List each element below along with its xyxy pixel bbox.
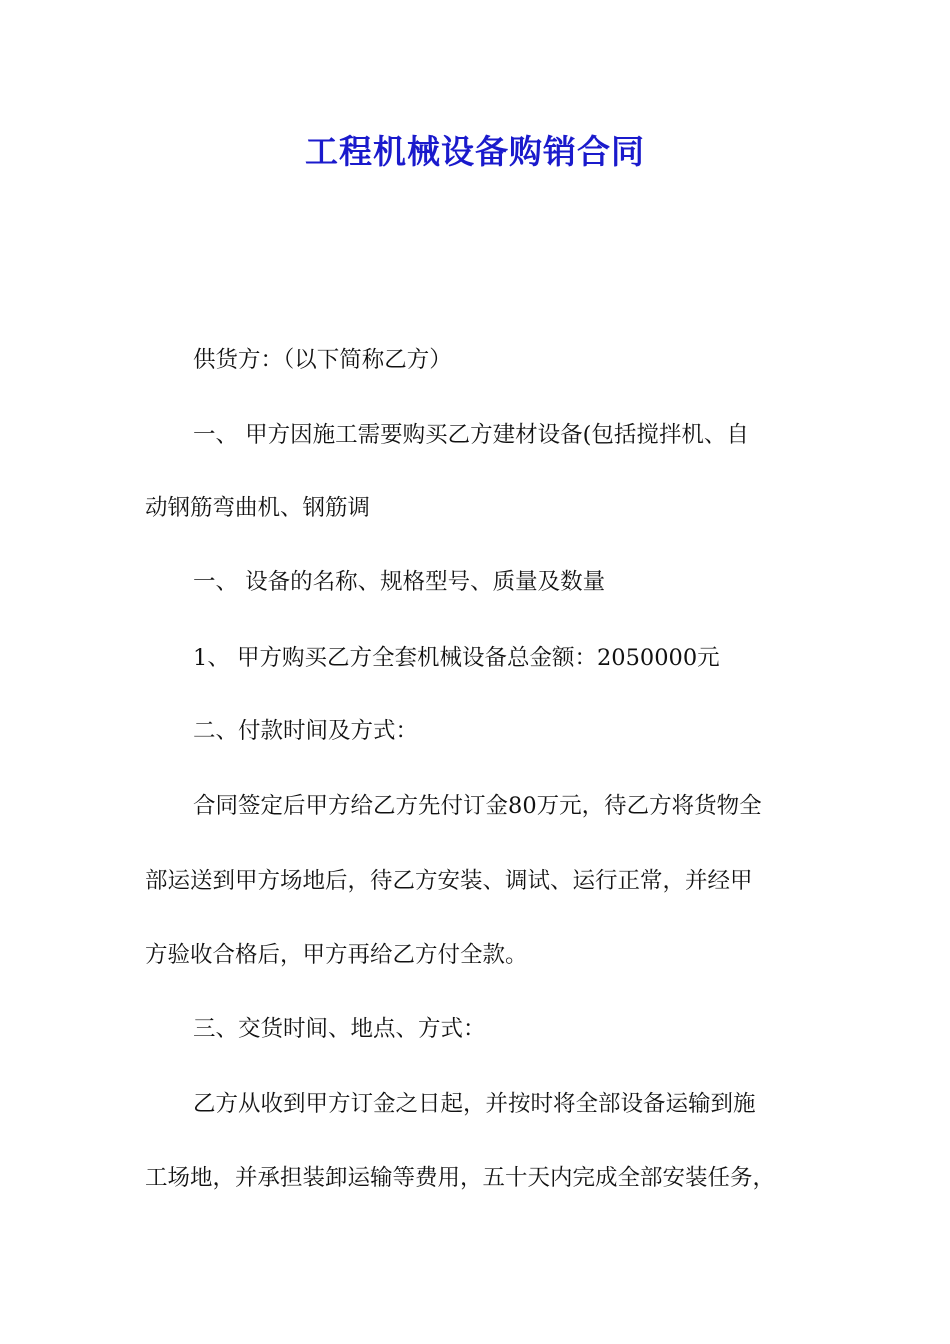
delivery-text-line-2: 工场地，并承担装卸运输等费用，五十天内完成全部安装任务， bbox=[145, 1165, 776, 1191]
payment-text-line-2: 部运送到甲方场地后，待乙方安装、调试、运行正常，并经甲 bbox=[145, 868, 753, 894]
payment-text-line-1: 合同签定后甲方给乙方先付订金80万元，待乙方将货物全 bbox=[193, 793, 762, 819]
supplier-line: 供货方：（以下简称乙方） bbox=[193, 347, 452, 373]
clause-purpose-line-2: 动钢筋弯曲机、钢筋调 bbox=[145, 495, 371, 521]
delivery-heading: 三、交货时间、地点、方式： bbox=[193, 1016, 486, 1042]
delivery-text-line-1: 乙方从收到甲方订金之日起，并按时将全部设备运输到施 bbox=[193, 1091, 756, 1117]
clause-total-amount: 1、 甲方购买乙方全套机械设备总金额：2050000元 bbox=[193, 645, 720, 671]
payment-text-line-3: 方验收合格后，甲方再给乙方付全款。 bbox=[145, 942, 528, 968]
clause-equipment-heading: 一、 设备的名称、规格型号、质量及数量 bbox=[193, 569, 606, 595]
document-title: 工程机械设备购销合同 bbox=[305, 132, 645, 171]
payment-heading: 二、付款时间及方式： bbox=[193, 718, 419, 744]
clause-purpose-line-1: 一、 甲方因施工需要购买乙方建材设备(包括搅拌机、自 bbox=[193, 422, 749, 448]
